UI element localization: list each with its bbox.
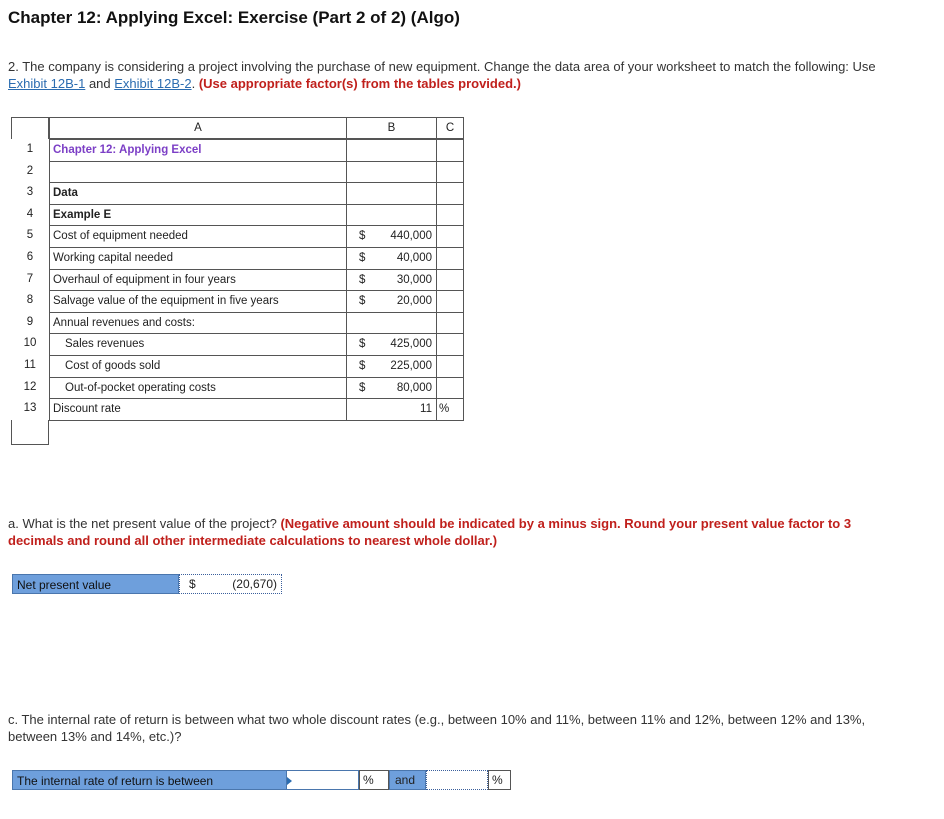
cell-a-label: Annual revenues and costs: <box>49 312 347 335</box>
cell-b-value <box>346 398 437 421</box>
cell-a-label: Sales revenues <box>49 333 347 356</box>
irr-upper-percent: % <box>488 770 511 790</box>
cell-c-unit: % <box>436 398 464 421</box>
row-number: 5 <box>11 225 49 247</box>
row-number: 11 <box>11 355 49 377</box>
row-number: 3 <box>11 182 49 204</box>
cell-c-unit <box>436 204 464 227</box>
cell-number: 225,000 <box>390 360 432 372</box>
npv-dollar: $ <box>189 577 196 591</box>
cell-c-unit <box>436 139 464 162</box>
row-number: 7 <box>11 269 49 291</box>
cell-b-value <box>346 377 437 400</box>
cell-c-unit <box>436 182 464 205</box>
cell-a-label <box>49 161 347 184</box>
cell-b-value <box>346 204 437 227</box>
dollar-sign: $ <box>359 381 366 394</box>
cell-c-unit <box>436 355 464 378</box>
part-c-text: c. The internal rate of return is between what two whole discount rates (e.g., between 10% and 11%, between 11% and 12%, between 12% and 13%, between 13% and 14%, etc.)? <box>8 712 866 744</box>
question-2-text <box>8 58 908 92</box>
irr-upper-input[interactable] <box>426 770 488 790</box>
dollar-sign: $ <box>359 273 366 286</box>
cell-number: 80,000 <box>396 381 432 394</box>
row-number: 2 <box>11 161 49 183</box>
cell-c-unit <box>436 225 464 248</box>
cell-c-unit <box>436 377 464 400</box>
cell-number: 30,000 <box>396 273 432 286</box>
cell-c-unit <box>436 161 464 184</box>
cell-number: 425,000 <box>390 338 432 351</box>
period-text: . <box>191 76 199 91</box>
input-marker-icon <box>287 777 292 785</box>
npv-value: (20,670) <box>232 577 277 591</box>
row-number: 13 <box>11 398 49 420</box>
cell-b-value <box>346 182 437 205</box>
row-number: 6 <box>11 247 49 269</box>
dollar-sign: $ <box>359 252 366 264</box>
cell-a-label: Cost of goods sold <box>49 355 347 378</box>
row-number: 12 <box>11 377 49 399</box>
irr-label: The internal rate of return is between <box>12 770 287 790</box>
cell-b-value <box>346 139 437 162</box>
cell-a-label: Cost of equipment needed <box>49 225 347 248</box>
question-2-intro: 2. The company is considering a project involving the purchase of new equipment. Change the data area of your worksheet to match the following: Use <box>8 59 876 74</box>
cell-b-value <box>346 312 437 335</box>
part-a-question: a. What is the net present value of the project? <box>8 516 281 531</box>
dollar-sign: $ <box>359 360 366 372</box>
cell-b-value <box>346 247 437 270</box>
cell-a-label: Chapter 12: Applying Excel <box>49 139 347 162</box>
cell-c-unit <box>436 290 464 313</box>
dollar-sign: $ <box>359 230 366 243</box>
cell-number: 440,000 <box>390 230 432 243</box>
npv-input[interactable] <box>179 574 282 594</box>
column-header-c: C <box>436 117 464 139</box>
row-number: 9 <box>11 312 49 334</box>
row-number: 10 <box>11 333 49 355</box>
npv-label: Net present value <box>12 574 179 594</box>
row-number: 8 <box>11 290 49 312</box>
cell-b-value <box>346 161 437 184</box>
dollar-sign: $ <box>359 338 366 351</box>
and-text: and <box>85 76 115 91</box>
cell-c-unit <box>436 247 464 270</box>
cell-c-unit <box>436 312 464 335</box>
cell-b-value <box>346 355 437 378</box>
cell-a-label: Out-of-pocket operating costs <box>49 377 347 400</box>
spreadsheet <box>11 117 466 447</box>
column-header-b: B <box>346 117 437 139</box>
cell-a-label: Data <box>49 182 347 205</box>
exhibit-12b-2-link[interactable]: Exhibit 12B-2 <box>114 76 192 91</box>
cell-number: 11 <box>420 403 432 416</box>
page-title: Chapter 12: Applying Excel: Exercise (Part 2 of 2) (Algo) <box>8 8 460 27</box>
cell-a-label: Salvage value of the equipment in five years <box>49 290 347 313</box>
cell-b-value <box>346 290 437 313</box>
question-2-instruction: (Use appropriate factor(s) from the tables provided.) <box>198 76 521 91</box>
irr-and-label: and <box>389 770 426 790</box>
cell-number: 40,000 <box>396 252 432 264</box>
cell-a-label: Example E <box>49 204 347 227</box>
cell-number: 20,000 <box>396 295 432 308</box>
part-a-instruction: (Negative amount should be indicated by a minus sign. Round your present value factor to 3 decimals and round all other intermediate calculations to nearest whole dollar.) <box>8 516 852 548</box>
cell-a-label: Working capital needed <box>49 247 347 270</box>
cell-b-value <box>346 225 437 248</box>
exhibit-12b-1-link[interactable]: Exhibit 12B-1 <box>8 76 86 91</box>
dollar-sign: $ <box>359 295 366 308</box>
cell-c-unit <box>436 269 464 292</box>
cell-b-value <box>346 269 437 292</box>
irr-lower-percent: % <box>359 770 389 790</box>
cell-a-label: Overhaul of equipment in four years <box>49 269 347 292</box>
part-a-text <box>8 515 908 549</box>
irr-lower-input[interactable] <box>287 770 359 790</box>
column-header-a: A <box>49 117 347 139</box>
cell-c-unit <box>436 333 464 356</box>
cell-a-label: Discount rate <box>49 398 347 421</box>
cell-b-value <box>346 333 437 356</box>
row-number: 1 <box>11 139 49 161</box>
row-number: 4 <box>11 204 49 226</box>
